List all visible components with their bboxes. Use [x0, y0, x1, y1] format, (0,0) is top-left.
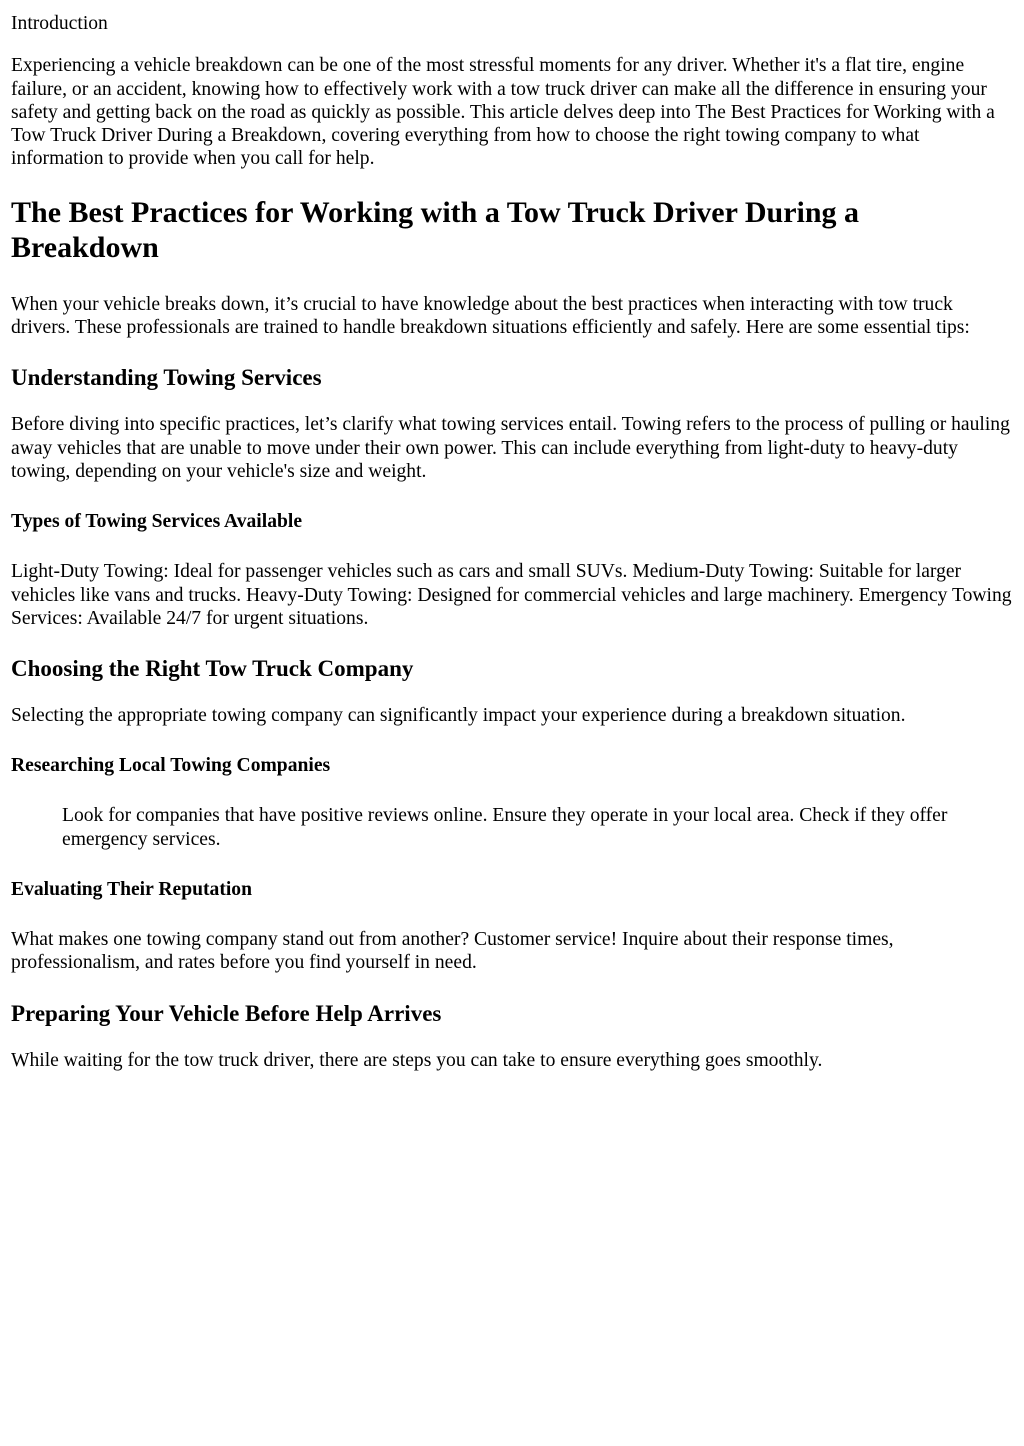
- heading-preparing-vehicle: Preparing Your Vehicle Before Help Arrives: [11, 1000, 442, 1026]
- blockquote-researching-companies: Look for companies that have positive reviews online. Ensure they operate in your local area. Check if they offer emergency services.: [62, 805, 948, 850]
- article: [11, 12, 1013, 1072]
- heading-researching-companies: Researching Local Towing Companies: [11, 755, 331, 777]
- paragraph-types-of-towing: Light-Duty Towing: Ideal for passenger vehicles such as cars and small SUVs. Medium-Duty Towing: Suitable for larger vehicles like vans and trucks. Heavy-Duty Towing: Designed for commercial vehicles and large machinery. Emergency Towing Services: Available 24/7 for urgent situations.: [11, 561, 1012, 629]
- main-title: The Best Practices for Working with a Tow Truck Driver During a Breakdown: [11, 195, 860, 264]
- main-paragraph: When your vehicle breaks down, it’s crucial to have knowledge about the best practices when interacting with tow truck drivers. These professionals are trained to handle breakdown situations efficiently and safely. Here are some essential tips:: [11, 293, 970, 339]
- paragraph-choosing-company: Selecting the appropriate towing company can significantly impact your experience during a breakdown situation.: [11, 705, 906, 727]
- heading-evaluating-reputation: Evaluating Their Reputation: [11, 879, 252, 901]
- intro-label: Introduction: [11, 13, 108, 34]
- paragraph-understanding-towing: Before diving into specific practices, let’s clarify what towing services entail. Towing refers to the process of pulling or hauling away vehicles that are unable to move under their own power. This can include everything from light-duty to heavy-duty towing, depending on your vehicle's size and weight.: [11, 414, 1010, 482]
- paragraph-preparing-vehicle: While waiting for the tow truck driver, there are steps you can take to ensure everything goes smoothly.: [11, 1049, 823, 1071]
- heading-types-of-towing: Types of Towing Services Available: [11, 511, 303, 533]
- heading-choosing-company: Choosing the Right Tow Truck Company: [11, 656, 414, 682]
- heading-understanding-towing: Understanding Towing Services: [11, 365, 322, 391]
- intro-paragraph: Experiencing a vehicle breakdown can be one of the most stressful moments for any driver. Whether it's a flat tire, engine failure, or an accident, knowing how to effectively work with a tow truck driver can make all the difference in ensuring your safety and getting back on the road as quickly as possible. This article delves deep into The Best Practices for Working with a Tow Truck Driver During a Breakdown, covering everything from how to choose the right towing company to what information to provide when you call for help.: [11, 55, 995, 170]
- paragraph-evaluating-reputation: What makes one towing company stand out from another? Customer service! Inquire about their response times, professionalism, and rates before you find yourself in need.: [11, 929, 894, 974]
